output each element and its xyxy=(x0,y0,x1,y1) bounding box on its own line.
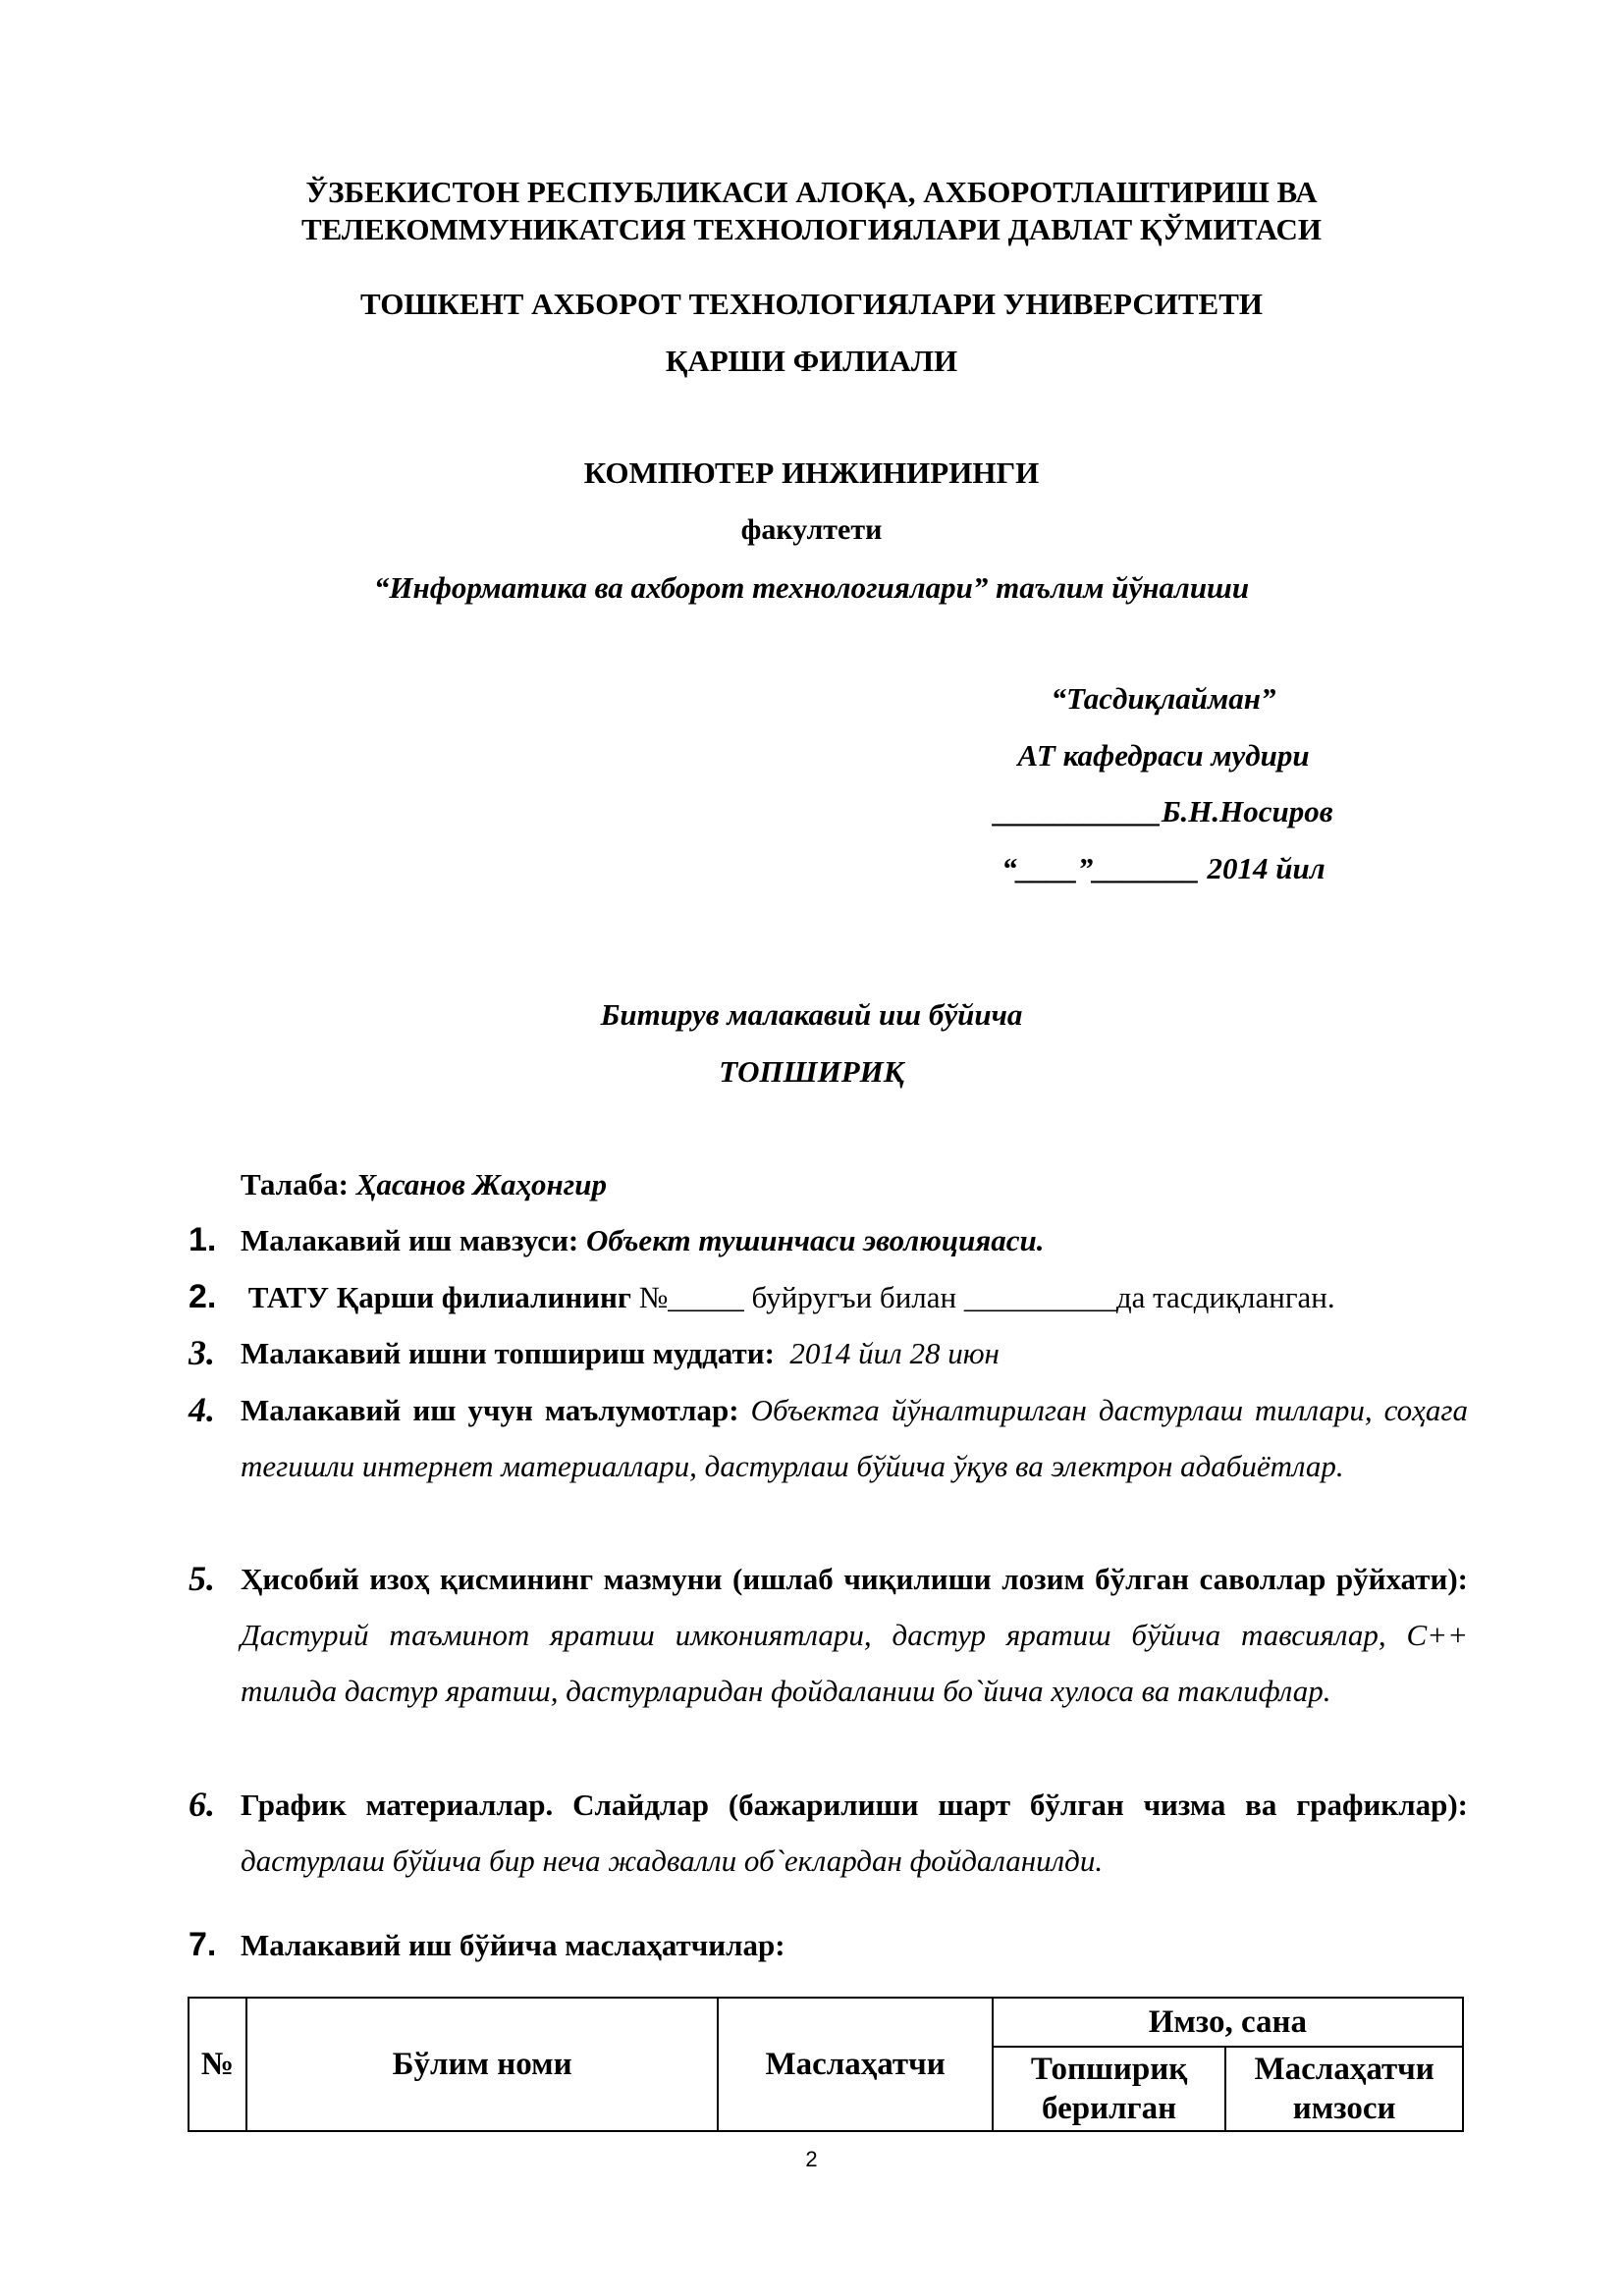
item-value: Дастурий таъминот яратиш имкониятлари, дастур яратиш бўйича тавсиялар, С++ тилида дастур яратиш, дастурларидан фойдаланиш бо`йича хулоса ва таклифлар. xyxy=(241,1618,1468,1708)
page-number: 2 xyxy=(805,2147,818,2171)
approval-position: АТ кафедраси мудири xyxy=(1017,738,1310,773)
item-number: 5. xyxy=(189,1559,215,1598)
faculty-name: КОМПЮТЕР ИНЖИНИРИНГИ xyxy=(583,455,1040,490)
university-name: ТОШКЕНТ АХБОРОТ ТЕХНОЛОГИЯЛАРИ УНИВЕРСИТЕТИ xyxy=(359,287,1263,321)
table-header-num: № xyxy=(189,1998,246,2131)
approval-signature: ___________Б.Н.Носиров xyxy=(994,794,1333,828)
table-header-consultant-sign: Маслаҳатчи имзоси xyxy=(1225,2047,1463,2131)
item-label: График материаллар. Слайдлар (бажарилиши шарт бўлган чизма ва графиклар): xyxy=(241,1788,1468,1822)
study-direction: “Информатика ва ахборот технологиялари” таълим йўналиши xyxy=(373,570,1250,605)
item-value: №_____ буйругъи билан __________да тасдиқланган. xyxy=(638,1280,1335,1314)
consultants-table xyxy=(188,1997,1464,2132)
list-item xyxy=(191,1325,1468,1381)
assignment-title: ТОПШИРИҚ xyxy=(719,1054,904,1089)
list-item xyxy=(191,1777,1468,1889)
item-label: Малакавий иш бўйича маслаҳатчилар: xyxy=(241,1928,785,1962)
student-name: Ҳасанов Жаҳонгир xyxy=(355,1167,607,1201)
list-item xyxy=(191,1269,1468,1325)
table-header-given: Топшириқ берилган xyxy=(993,2047,1226,2131)
approval-date: “____”_______ 2014 йил xyxy=(1001,851,1325,885)
item-number: 2. xyxy=(189,1278,217,1315)
item-value: дастурлаш бўйича бир неча жадвалли об`еклардан фойдаланилди. xyxy=(241,1843,1104,1878)
item-number: 6. xyxy=(189,1785,215,1824)
table-header-section: Бўлим номи xyxy=(246,1998,719,2131)
assignment-subtitle: Битирув малакавий иш бўйича xyxy=(600,997,1023,1032)
table-header-sign-group: Имзо, сана xyxy=(993,1998,1463,2047)
list-item xyxy=(191,1917,1468,1973)
item-number: 7. xyxy=(189,1926,217,1963)
item-number: 4. xyxy=(189,1390,215,1429)
item-label: Малакавий ишни топшириш муддати: xyxy=(241,1336,775,1370)
branch-name: ҚАРШИ ФИЛИАЛИ xyxy=(665,344,958,378)
item-label: Малакавий иш мавзуси: xyxy=(241,1223,579,1257)
list-item xyxy=(191,1382,1468,1494)
list-item xyxy=(191,1551,1468,1719)
item-label: Малакавий иш учун маълумотлар: xyxy=(241,1393,739,1427)
item-label: Ҳисобий изоҳ қисмининг мазмуни (ишлаб чиқилиши лозим бўлган саволлар рўйхати): xyxy=(241,1562,1468,1596)
student-line xyxy=(241,1156,1517,1212)
item-number: 3. xyxy=(189,1333,215,1372)
item-number: 1. xyxy=(189,1221,217,1258)
item-value: Объект тушинчаси эволюцияаси. xyxy=(586,1223,1045,1257)
student-label: Талаба: xyxy=(241,1167,349,1201)
faculty-label: факултети xyxy=(740,513,883,546)
list-item xyxy=(191,1212,1468,1268)
item-label: ТАТУ Қарши филиалининг xyxy=(247,1280,631,1314)
ministry-line-2: ТЕЛЕКОММУНИКАТСИЯ ТЕХНОЛОГИЯЛАРИ ДАВЛАТ ҚЎМИТАСИ xyxy=(300,212,1323,246)
ministry-header xyxy=(0,174,1623,248)
ministry-line-1: ЎЗБЕКИСТОН РЕСПУБЛИКАСИ АЛОҚА, АХБОРОТЛАШТИРИШ ВА xyxy=(305,175,1318,209)
approval-title: “Тасдиқлайман” xyxy=(1051,681,1276,716)
table-header-consultant: Маслаҳатчи xyxy=(718,1998,992,2131)
item-value: 2014 йил 28 июн xyxy=(789,1336,1000,1370)
item-value: Объектга йўналтирилган дастурлаш тиллари, соҳага тегишли интернет материаллари, дастурлаш бўйича ўқув ва электрон адабиётлар. xyxy=(241,1393,1469,1483)
